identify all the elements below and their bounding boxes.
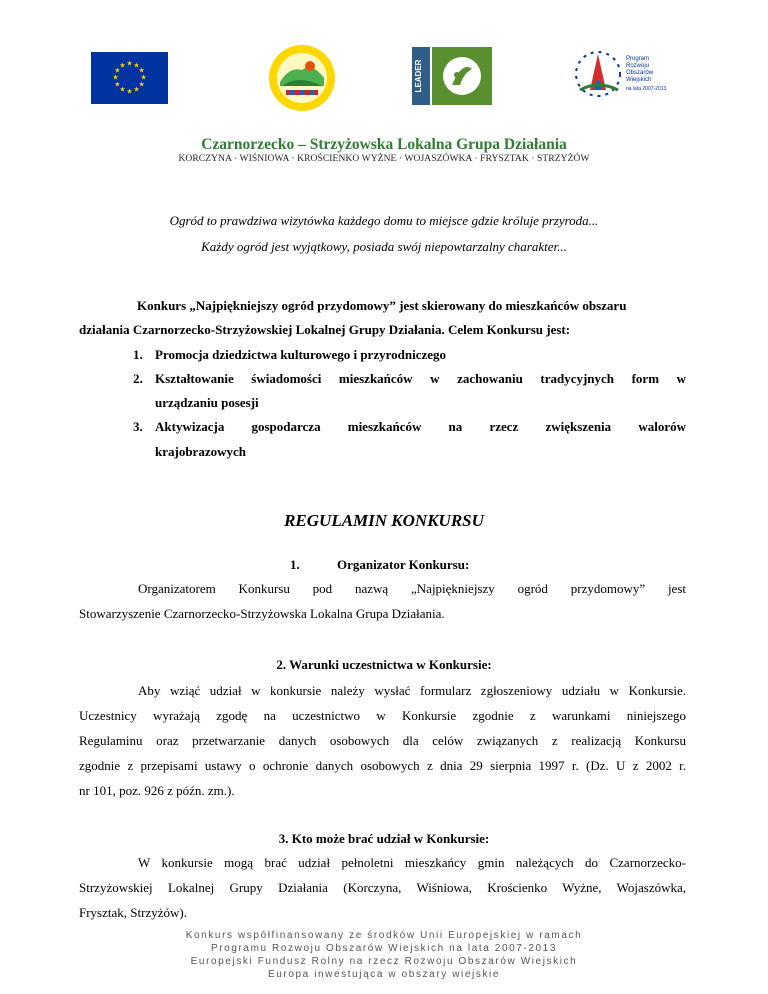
section-3-line: Strzyżowskiej Lokalnej Grupy Działania (Korczyna, Wiśniowa, Krościenko Wyżne, Wojaszówka,	[79, 880, 686, 895]
goal-number: 2.	[133, 371, 143, 386]
regulamin-title: REGULAMIN KONKURSU	[284, 511, 484, 530]
org-towns: KORCZYNA · WIŚNIOWA · KROŚCIENKO WYŻNE · WOJASZÓWKA · FRYSZTAK · STRZYŻÓW	[178, 154, 590, 164]
footer-line: Europa inwestująca w obszary wiejskie	[267, 969, 501, 980]
svg-text:★: ★	[126, 87, 133, 96]
svg-text:★: ★	[119, 61, 126, 70]
svg-text:★: ★	[126, 59, 133, 68]
svg-text:LEADER: LEADER	[414, 59, 423, 93]
lgd-seal-icon	[268, 44, 336, 112]
goal-item-text: Promocja dziedzictwa kulturowego i przyrodniczego	[155, 347, 447, 362]
section-1-title: Organizator Konkursu:	[337, 557, 470, 572]
footer-line: Konkurs współfinansowany ze środków Unii Europejskiej w ramach	[185, 930, 583, 941]
section-2-line: Aby wziąć udział w konkursie należy wysłać formularz zgłoszeniowy udziału w Konkursie.	[138, 683, 686, 698]
footer-line: Europejski Fundusz Rolny na rzecz Rozwoju Obszarów Wiejskich	[190, 956, 578, 967]
svg-text:na lata 2007-2013: na lata 2007-2013	[626, 86, 667, 92]
svg-text:★: ★	[138, 66, 145, 75]
goal-item-text: Aktywizacja gospodarcza mieszkańców na rzecz zwiększenia walorów	[155, 419, 686, 434]
svg-text:Wiejskich: Wiejskich	[626, 77, 652, 83]
goal-item-text-cont: urządzaniu posesji	[155, 395, 259, 410]
svg-text:★: ★	[112, 73, 119, 82]
section-1-number: 1.	[290, 557, 300, 572]
prow-logo-icon	[572, 46, 684, 102]
section-1-line-1: Organizatorem Konkursu pod nazwą „Najpiękniejszy ogród przydomowy” jest	[138, 581, 686, 596]
goal-item-text-cont: krajobrazowych	[155, 444, 246, 459]
section-1-line-2: Stowarzyszenie Czarnorzecko-Strzyżowska Lokalna Grupa Działania.	[79, 606, 445, 621]
goal-number: 3.	[133, 419, 143, 434]
svg-text:★: ★	[133, 85, 140, 94]
leader-logo-icon	[412, 47, 492, 105]
section-2-line: Uczestnicy wyrażają zgodę na uczestnictwo w Konkursie zgodnie z warunkami niniejszego	[79, 708, 686, 723]
svg-text:★: ★	[114, 66, 121, 75]
motto-line-2: Każdy ogród jest wyjątkowy, posiada swój niepowtarzalny charakter...	[201, 239, 567, 254]
section-2-line: Regulaminu oraz przetwarzanie danych osobowych dla celów związanych z realizacją Konkursu	[79, 733, 686, 748]
svg-text:★: ★	[119, 85, 126, 94]
svg-text:★: ★	[140, 73, 147, 82]
prow-logo	[572, 46, 684, 102]
section-3-line: Frysztak, Strzyżów).	[79, 905, 187, 920]
org-name: Czarnorzecko – Strzyżowska Lokalna Grupa Działania	[201, 136, 567, 153]
leader-logo	[412, 47, 492, 105]
goal-number: 1.	[133, 347, 143, 362]
eu-flag-icon	[91, 52, 168, 104]
lgd-seal-logo	[268, 44, 336, 112]
svg-text:★: ★	[114, 80, 121, 89]
footer-line: Programu Rozwoju Obszarów Wiejskich na lata 2007-2013	[210, 943, 558, 954]
goal-item-text: Kształtowanie świadomości mieszkańców w zachowaniu tradycyjnych form w	[155, 371, 686, 386]
section-3-title: 3. Kto może brać udział w Konkursie:	[278, 831, 490, 846]
section-2-line: zgodnie z przepisami ustawy o ochronie danych osobowych z dnia 29 sierpnia 1997 r. (Dz. U z 2002 r.	[79, 758, 686, 773]
eu-flag-logo	[91, 52, 168, 104]
svg-text:★: ★	[133, 61, 140, 70]
motto-line-1: Ogród to prawdziwa wizytówka każdego domu to miejsce gdzie króluje przyroda...	[169, 213, 599, 228]
svg-text:Program: Program	[626, 56, 650, 62]
section-2-line: nr 101, poz. 926 z późn. zm.).	[79, 783, 235, 798]
svg-text:★: ★	[138, 80, 145, 89]
svg-text:Obszarów: Obszarów	[626, 70, 654, 76]
section-3-line: W konkursie mogą brać udział pełnoletni mieszkańcy gmin należących do Czarnorzecko-	[138, 855, 686, 870]
intro-line-1: Konkurs „Najpiękniejszy ogród przydomowy” jest skierowany do mieszkańców obszaru	[137, 298, 627, 313]
section-2-title: 2. Warunki uczestnictwa w Konkursie:	[276, 657, 492, 672]
intro-line-2: działania Czarnorzecko-Strzyżowskiej Lokalnej Grupy Działania. Celem Konkursu jest:	[79, 322, 571, 337]
svg-text:Rozwoju: Rozwoju	[626, 63, 650, 69]
